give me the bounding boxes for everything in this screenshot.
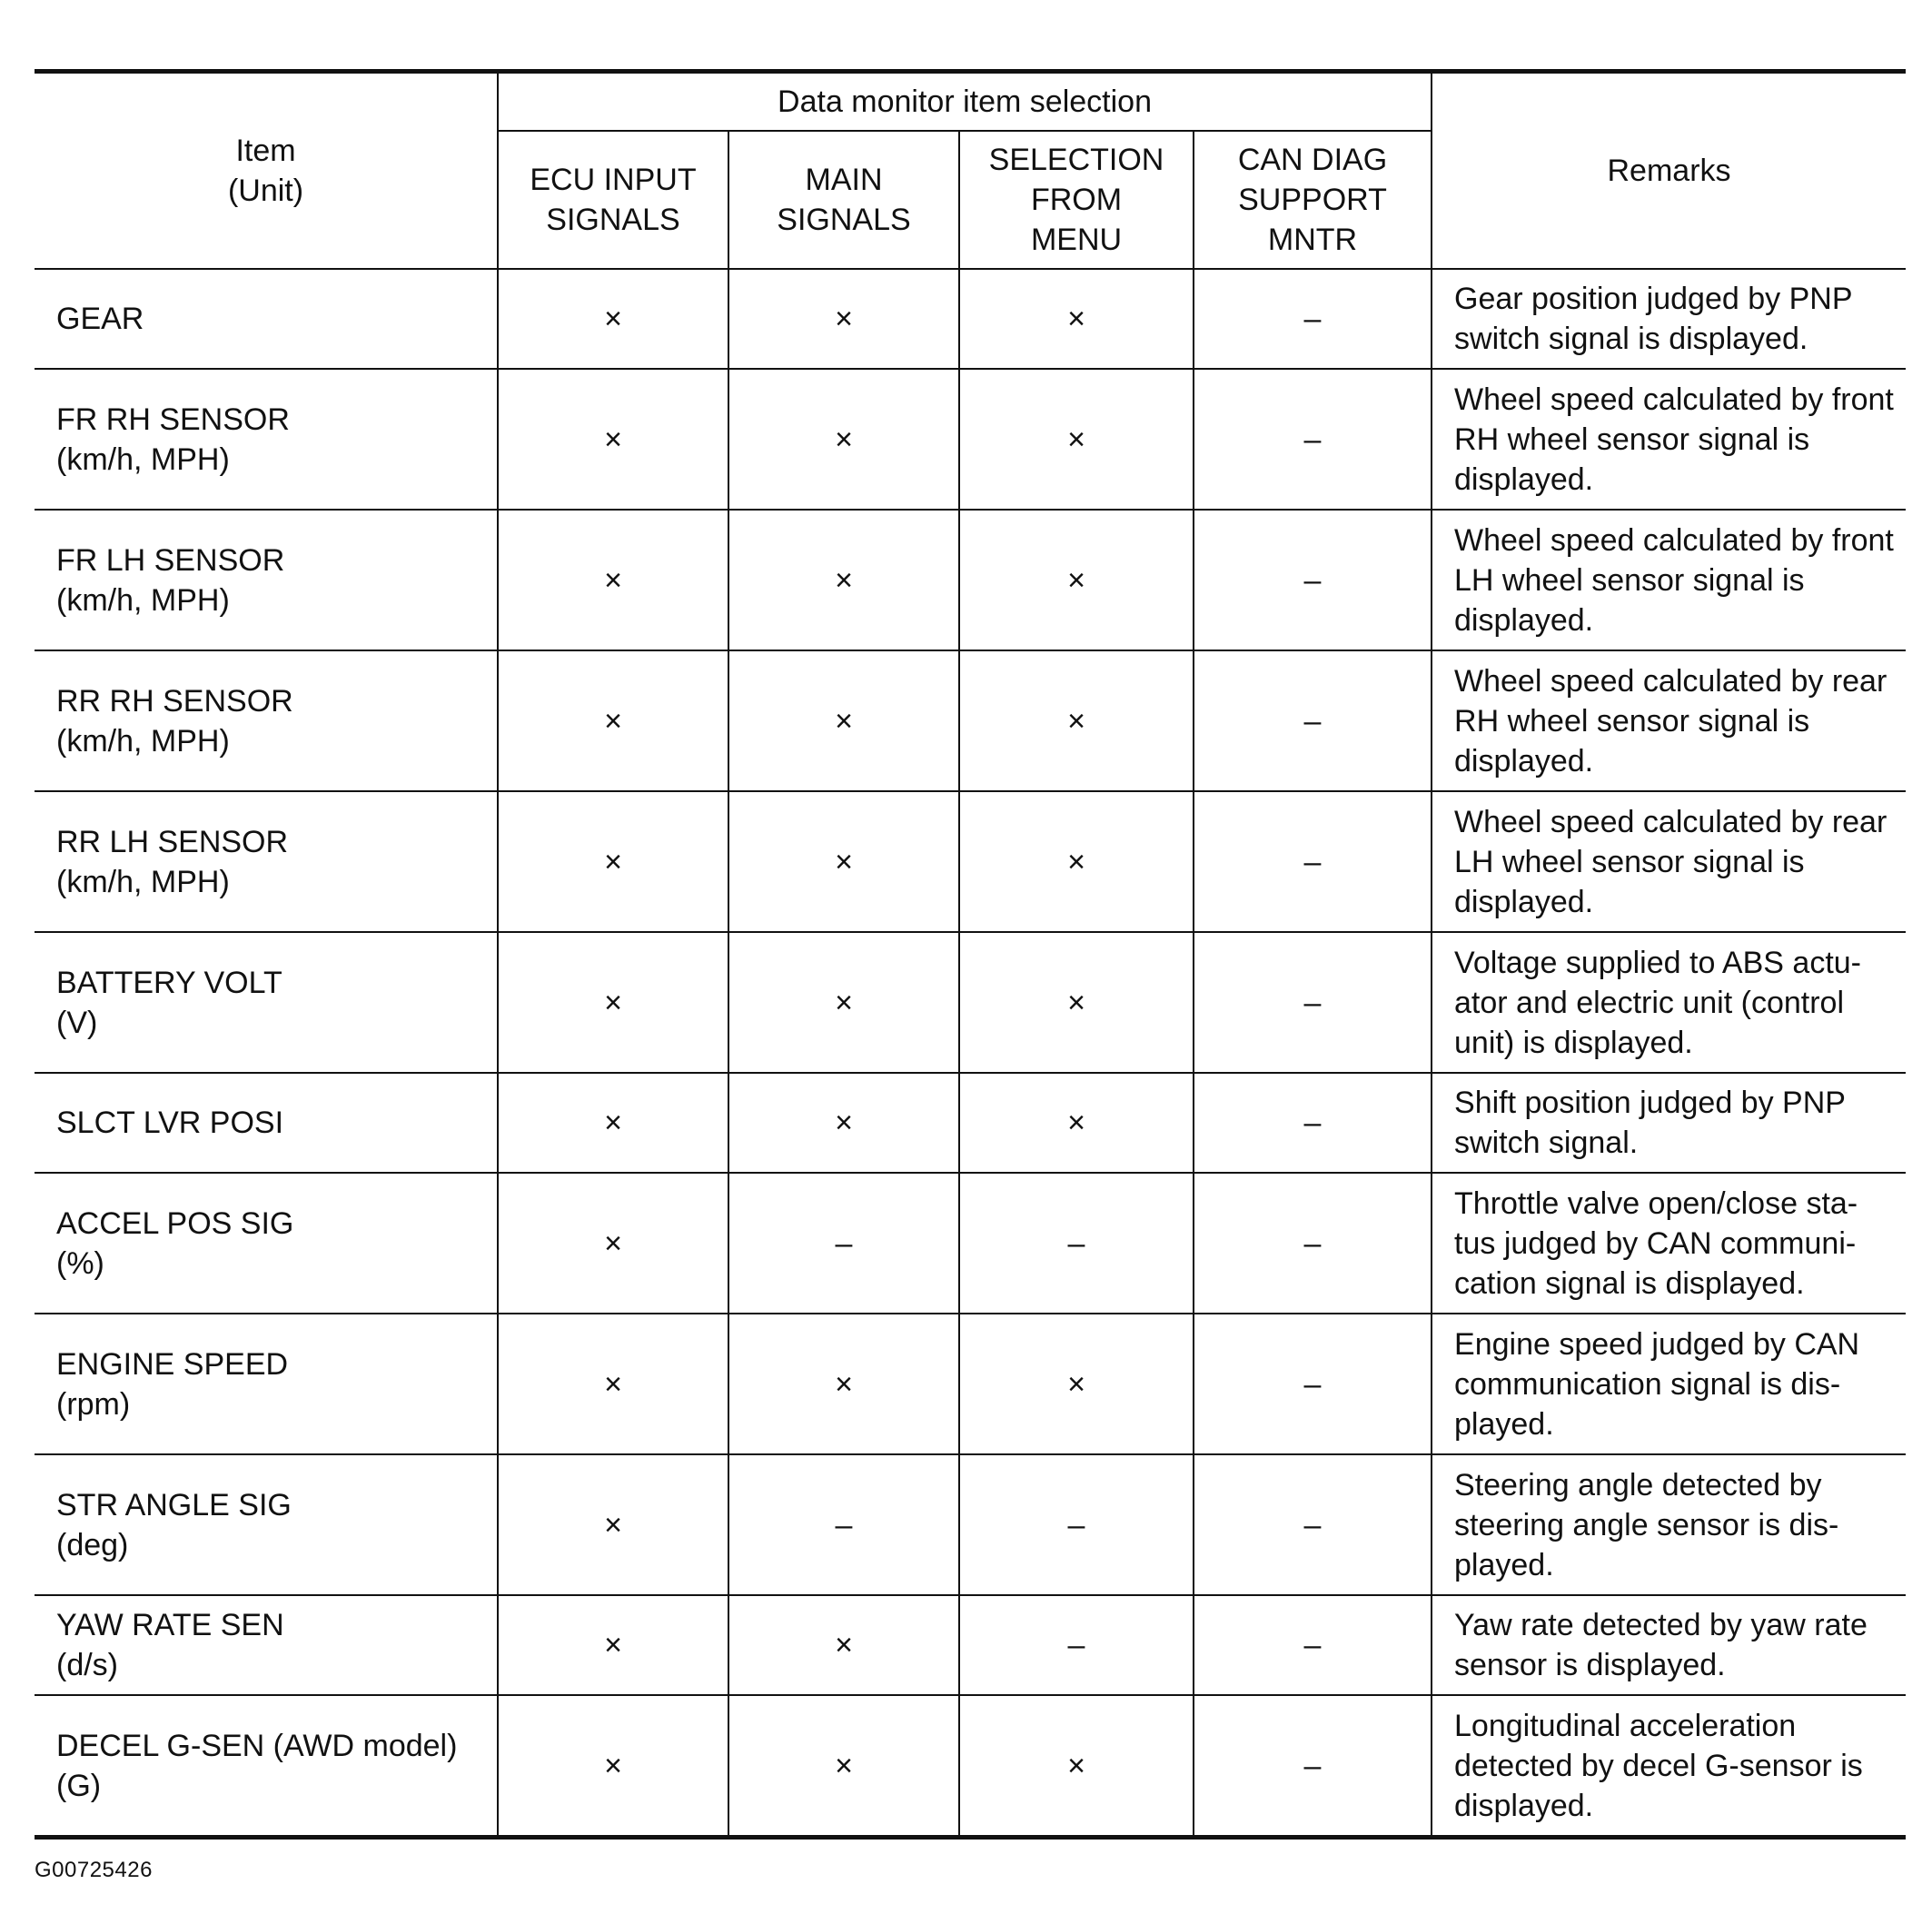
ecu-input-mark: × (498, 1173, 728, 1314)
table-row (35, 1454, 1906, 1595)
item-cell: FR LH SENSOR (km/h, MPH) (35, 510, 498, 650)
data-monitor-table (35, 69, 1906, 1840)
ecu-input-mark: × (498, 1595, 728, 1695)
table-row (35, 1595, 1906, 1695)
selection-menu-mark: – (959, 1595, 1194, 1695)
header-remarks: Remarks (1432, 72, 1906, 270)
item-cell: ENGINE SPEED (rpm) (35, 1314, 498, 1454)
remark-cell: Throttle valve open/close sta-tus judged by CAN communi-cation signal is displayed. (1432, 1173, 1906, 1314)
can-diag-mark: – (1194, 1454, 1432, 1595)
selection-menu-mark: × (959, 932, 1194, 1073)
item-cell: DECEL G-SEN (AWD model) (G) (35, 1695, 498, 1838)
selection-menu-mark: × (959, 791, 1194, 932)
header-group: Data monitor item selection (498, 72, 1432, 132)
document (35, 69, 1906, 1883)
table-row (35, 1314, 1906, 1454)
table-row (35, 1073, 1906, 1173)
main-signals-mark: × (728, 369, 959, 510)
item-cell: FR RH SENSOR (km/h, MPH) (35, 369, 498, 510)
selection-menu-mark: × (959, 1695, 1194, 1838)
can-diag-mark: – (1194, 650, 1432, 791)
item-cell: YAW RATE SEN (d/s) (35, 1595, 498, 1695)
main-signals-mark: × (728, 269, 959, 369)
remark-cell: Wheel speed calculated by front RH wheel sensor signal is displayed. (1432, 369, 1906, 510)
selection-menu-mark: × (959, 1314, 1194, 1454)
can-diag-mark: – (1194, 510, 1432, 650)
can-diag-mark: – (1194, 791, 1432, 932)
main-signals-mark: – (728, 1454, 959, 1595)
remark-cell: Yaw rate detected by yaw rate sensor is displayed. (1432, 1595, 1906, 1695)
ecu-input-mark: × (498, 1454, 728, 1595)
main-signals-mark: × (728, 1314, 959, 1454)
table-body (35, 269, 1906, 1838)
main-signals-mark: × (728, 510, 959, 650)
ecu-input-mark: × (498, 269, 728, 369)
selection-menu-mark: × (959, 1073, 1194, 1173)
can-diag-mark: – (1194, 1595, 1432, 1695)
item-cell: RR LH SENSOR (km/h, MPH) (35, 791, 498, 932)
header-main-signals: MAIN SIGNALS (728, 131, 959, 269)
table-row (35, 369, 1906, 510)
header-selection-from-menu: SELECTION FROM MENU (959, 131, 1194, 269)
can-diag-mark: – (1194, 269, 1432, 369)
table-row (35, 1173, 1906, 1314)
table-header (35, 72, 1906, 270)
ecu-input-mark: × (498, 1073, 728, 1173)
remark-cell: Steering angle detected by steering angle sensor is dis-played. (1432, 1454, 1906, 1595)
item-cell: BATTERY VOLT (V) (35, 932, 498, 1073)
ecu-input-mark: × (498, 510, 728, 650)
can-diag-mark: – (1194, 369, 1432, 510)
selection-menu-mark: × (959, 650, 1194, 791)
header-ecu-input-signals: ECU INPUT SIGNALS (498, 131, 728, 269)
item-cell: STR ANGLE SIG (deg) (35, 1454, 498, 1595)
header-can-diag-support-mntr: CAN DIAG SUPPORT MNTR (1194, 131, 1432, 269)
ecu-input-mark: × (498, 1695, 728, 1838)
remark-cell: Wheel speed calculated by rear RH wheel sensor signal is displayed. (1432, 650, 1906, 791)
remark-cell: Wheel speed calculated by front LH wheel sensor signal is displayed. (1432, 510, 1906, 650)
selection-menu-mark: – (959, 1454, 1194, 1595)
can-diag-mark: – (1194, 932, 1432, 1073)
remark-cell: Shift position judged by PNP switch signal. (1432, 1073, 1906, 1173)
table-row (35, 791, 1906, 932)
selection-menu-mark: – (959, 1173, 1194, 1314)
can-diag-mark: – (1194, 1314, 1432, 1454)
ecu-input-mark: × (498, 1314, 728, 1454)
can-diag-mark: – (1194, 1695, 1432, 1838)
table-row (35, 932, 1906, 1073)
main-signals-mark: × (728, 1073, 959, 1173)
ecu-input-mark: × (498, 932, 728, 1073)
item-cell: ACCEL POS SIG (%) (35, 1173, 498, 1314)
can-diag-mark: – (1194, 1173, 1432, 1314)
table-row (35, 1695, 1906, 1838)
table-row (35, 650, 1906, 791)
remark-cell: Engine speed judged by CAN communication signal is dis-played. (1432, 1314, 1906, 1454)
header-item: Item (Unit) (35, 72, 498, 270)
item-cell: SLCT LVR POSI (35, 1073, 498, 1173)
remark-cell: Longitudinal acceleration detected by decel G-sensor is displayed. (1432, 1695, 1906, 1838)
can-diag-mark: – (1194, 1073, 1432, 1173)
main-signals-mark: × (728, 650, 959, 791)
selection-menu-mark: × (959, 369, 1194, 510)
ecu-input-mark: × (498, 791, 728, 932)
main-signals-mark: × (728, 932, 959, 1073)
main-signals-mark: × (728, 791, 959, 932)
item-cell: RR RH SENSOR (km/h, MPH) (35, 650, 498, 791)
table-row (35, 269, 1906, 369)
main-signals-mark: – (728, 1173, 959, 1314)
remark-cell: Wheel speed calculated by rear LH wheel sensor signal is displayed. (1432, 791, 1906, 932)
ecu-input-mark: × (498, 369, 728, 510)
table-row (35, 510, 1906, 650)
remark-cell: Gear position judged by PNP switch signal is displayed. (1432, 269, 1906, 369)
figure-code: G00725426 (35, 1858, 153, 1882)
ecu-input-mark: × (498, 650, 728, 791)
main-signals-mark: × (728, 1695, 959, 1838)
main-signals-mark: × (728, 1595, 959, 1695)
selection-menu-mark: × (959, 510, 1194, 650)
remark-cell: Voltage supplied to ABS actu-ator and electric unit (control unit) is displayed. (1432, 932, 1906, 1073)
selection-menu-mark: × (959, 269, 1194, 369)
item-cell: GEAR (35, 269, 498, 369)
